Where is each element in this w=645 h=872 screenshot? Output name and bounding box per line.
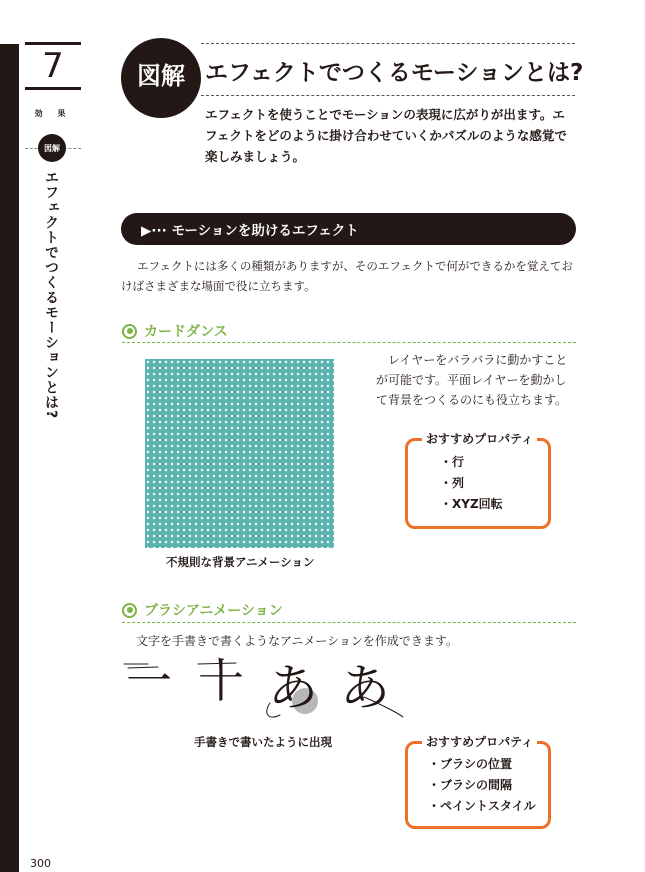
bullet-circle-icon	[122, 603, 137, 618]
prop-item: ・列	[440, 476, 465, 490]
prop-item: ・行	[440, 455, 465, 469]
chapter-number-box	[25, 42, 81, 90]
brush-props-title: おすすめプロパティ	[422, 733, 537, 750]
card-dance-divider	[122, 342, 576, 343]
chapter-side-bar	[0, 44, 19, 872]
brush-description: 文字を手書きで書くようなアニメーションを作成できます。	[136, 634, 458, 648]
card-dance-image	[145, 359, 334, 548]
bullet-circle-icon	[122, 324, 137, 339]
section-heading-bar	[121, 213, 576, 245]
card-dance-heading-label: カードダンス	[144, 324, 228, 340]
brush-glyph: あ	[268, 659, 318, 717]
side-badge: 図解	[38, 134, 66, 162]
brush-props-list	[408, 744, 548, 817]
page-title: エフェクトでつくるモーションとは?	[205, 60, 584, 86]
brush-heading	[122, 600, 283, 620]
intro-paragraph: エフェクトを使うことでモーションの表現に広がりが出ます。エフェクトをどのように掛け合わせていくかパズルのような感覚で楽しみましょう。	[205, 107, 567, 164]
section-paragraph: エフェクトには多くの種類がありますが、そのエフェクトで何ができるかを覚えておけばさまざまな場面で役に立ちます。	[121, 259, 573, 293]
chapter-label: 効 果	[34, 109, 72, 118]
section-heading: ▶··· モーションを助けるエフェクト	[141, 223, 359, 239]
title-divider-bottom	[201, 95, 575, 96]
card-dance-props-box	[405, 432, 551, 529]
prop-item: ・ブラシの位置	[428, 757, 513, 771]
prop-item: ・ペイントスタイル	[428, 799, 536, 813]
card-dance-heading	[122, 321, 228, 341]
page-number: 300	[30, 857, 51, 870]
prop-item: ・XYZ回転	[440, 497, 503, 511]
header-badge: 図解	[121, 38, 201, 118]
brush-glyph: 一	[126, 655, 172, 708]
prop-item: ・ブラシの間隔	[428, 778, 513, 792]
card-dance-caption: 不規則な背景アニメーション	[166, 555, 315, 569]
brush-illustration	[118, 655, 418, 725]
brush-heading-label: ブラシアニメーション	[144, 603, 283, 619]
brush-glyph: あ	[340, 659, 390, 717]
card-dance-props-title: おすすめプロパティ	[422, 430, 537, 447]
brush-props-box	[405, 735, 551, 829]
brush-divider	[122, 622, 576, 623]
card-dance-description: レイヤーをバラバラに動かすことが可能です。平面レイヤーを動かして背景をつくるのにも役立ちます。	[376, 353, 568, 407]
card-dance-props-list	[408, 441, 548, 515]
title-divider-top	[201, 43, 575, 44]
side-title: エフェクトでつくるモーションとは?	[43, 170, 59, 420]
chapter-number: 7	[42, 46, 64, 86]
brush-caption: 手書きで書いたように出現	[194, 735, 332, 749]
brush-glyph: 十	[198, 655, 244, 708]
